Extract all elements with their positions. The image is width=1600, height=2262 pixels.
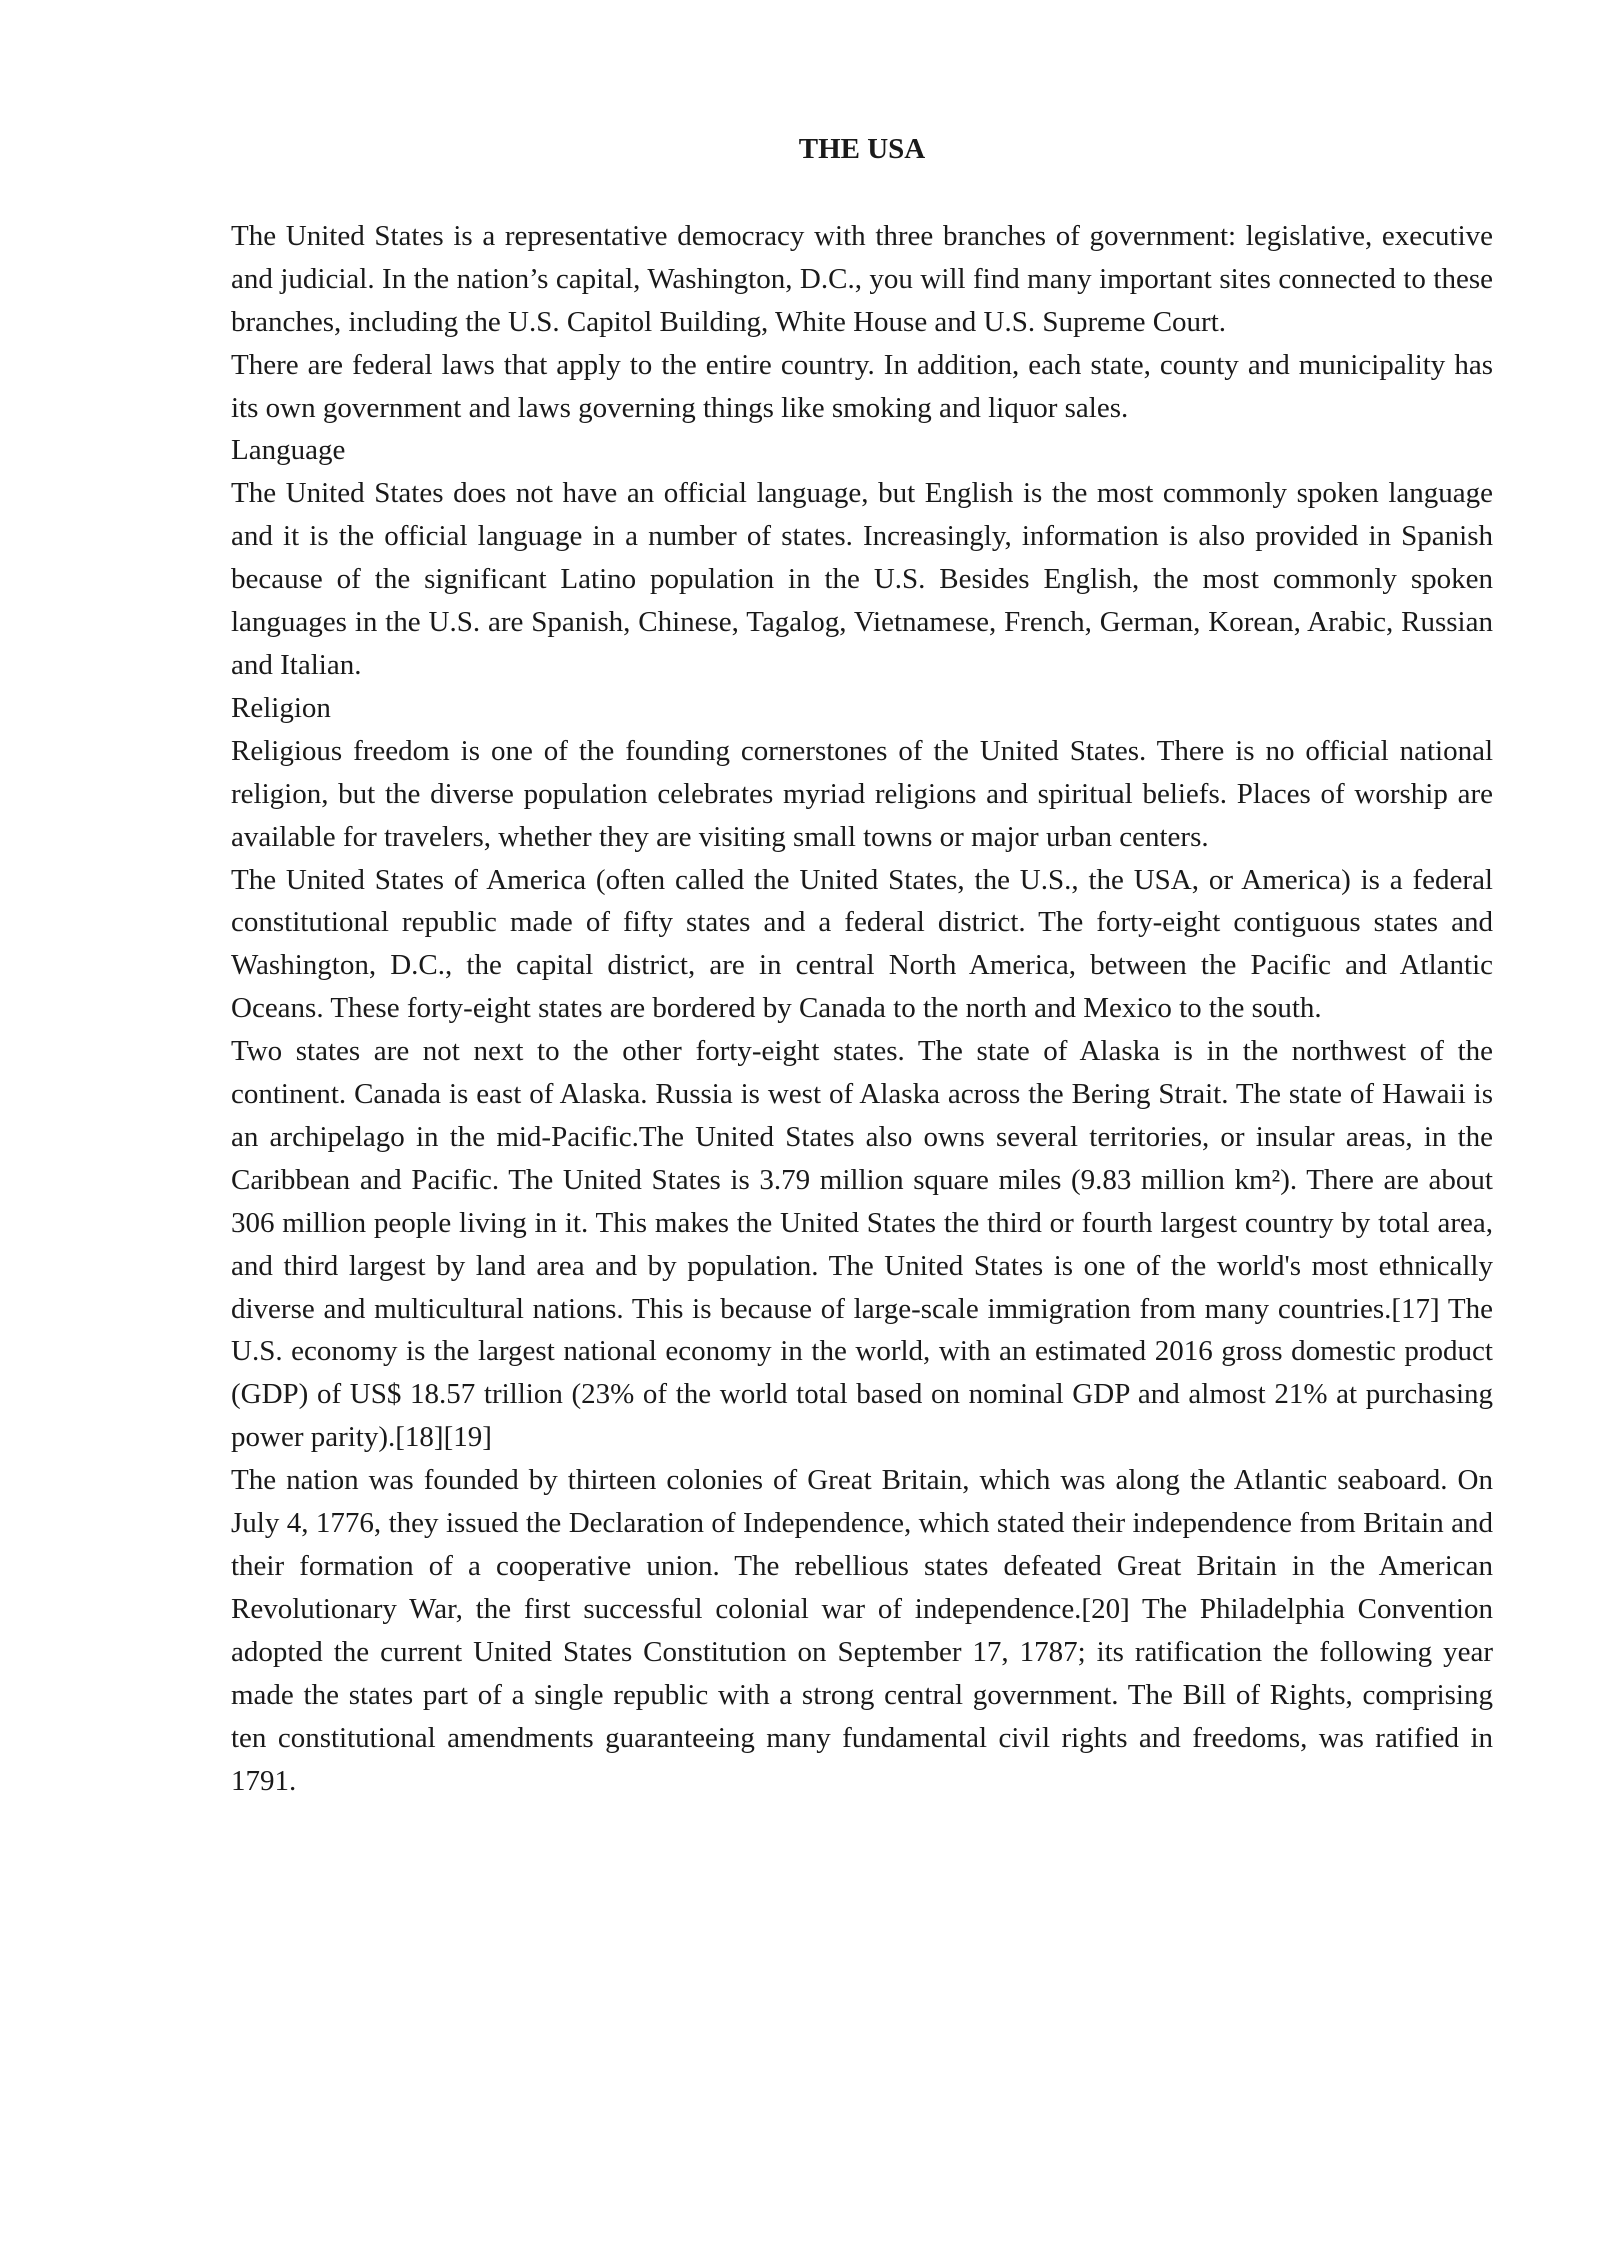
paragraph-states-geography: Two states are not next to the other forty-eight states. The state of Alaska is in the northwest of the continent. Canada is east of Alaska. Russia is west of Alaska across the Bering Strait. The state of Hawaii is an archipelago in the mid-Pacific.The United States also owns several territories, or insular areas, in the Caribbean and Pacific. The United States is 3.79 million square miles (9.83 million km²). There are about 306 million people living in it. This makes the United States the third or fourth largest country by total area, and third largest by land area and by population. The United States is one of the world's most ethnically diverse and multicultural nations. This is because of large-scale immigration from many countries.[17] The U.S. economy is the largest national economy in the world, with an estimated 2016 gross domestic product (GDP) of US$ 18.57 trillion (23% of the world total based on nominal GDP and almost 21% at purchasing power parity).[18][19] (231, 1035, 1493, 1454)
paragraph-overview: The United States of America (often called the United States, the U.S., the USA, or America) is a federal constitutional republic made of fifty states and a federal district. The forty-eight contiguous states and Washington, D.C., the capital district, are in central North America, between the Pacific and Atlantic Oceans. These forty-eight states are bordered by Canada to the north and Mexico to the south. (231, 863, 1493, 1025)
document-page (231, 128, 1493, 1802)
section-heading-language: Language (231, 434, 346, 467)
paragraph-federal-laws: There are federal laws that apply to the entire country. In addition, each state, county and municipality has its own government and laws governing things like smoking and liquor sales. (231, 348, 1493, 424)
paragraph-language: The United States does not have an official language, but English is the most commonly spoken language and it is the official language in a number of states. Increasingly, information is also provided in Spanish because of the significant Latino population in the U.S. Besides English, the most commonly spoken languages in the U.S. are Spanish, Chinese, Tagalog, Vietnamese, French, German, Korean, Arabic, Russian and Italian. (231, 477, 1493, 681)
paragraph-government: The United States is a representative democracy with three branches of government: legislative, executive and judicial. In the nation’s capital, Washington, D.C., you will find many important sites connected to these branches, including the U.S. Capitol Building, White House and U.S. Supreme Court. (231, 219, 1493, 338)
document-title: THE USA (798, 133, 926, 165)
paragraph-history: The nation was founded by thirteen colonies of Great Britain, which was along the Atlantic seaboard. On July 4, 1776, they issued the Declaration of Independence, which stated their independence from Britain and their formation of a cooperative union. The rebellious states defeated Great Britain in the American Revolutionary War, the first successful colonial war of independence.[20] The Philadelphia Convention adopted the current United States Constitution on September 17, 1787; its ratification the following year made the states part of a single republic with a strong central government. The Bill of Rights, comprising ten constitutional amendments guaranteeing many fundamental civil rights and freedoms, was ratified in 1791. (231, 1464, 1493, 1797)
paragraph-religion: Religious freedom is one of the founding cornerstones of the United States. There is no official national religion, but the diverse population celebrates myriad religions and spiritual beliefs. Places of worship are available for travelers, whether they are visiting small towns or major urban centers. (231, 734, 1493, 853)
section-heading-religion: Religion (231, 691, 331, 724)
